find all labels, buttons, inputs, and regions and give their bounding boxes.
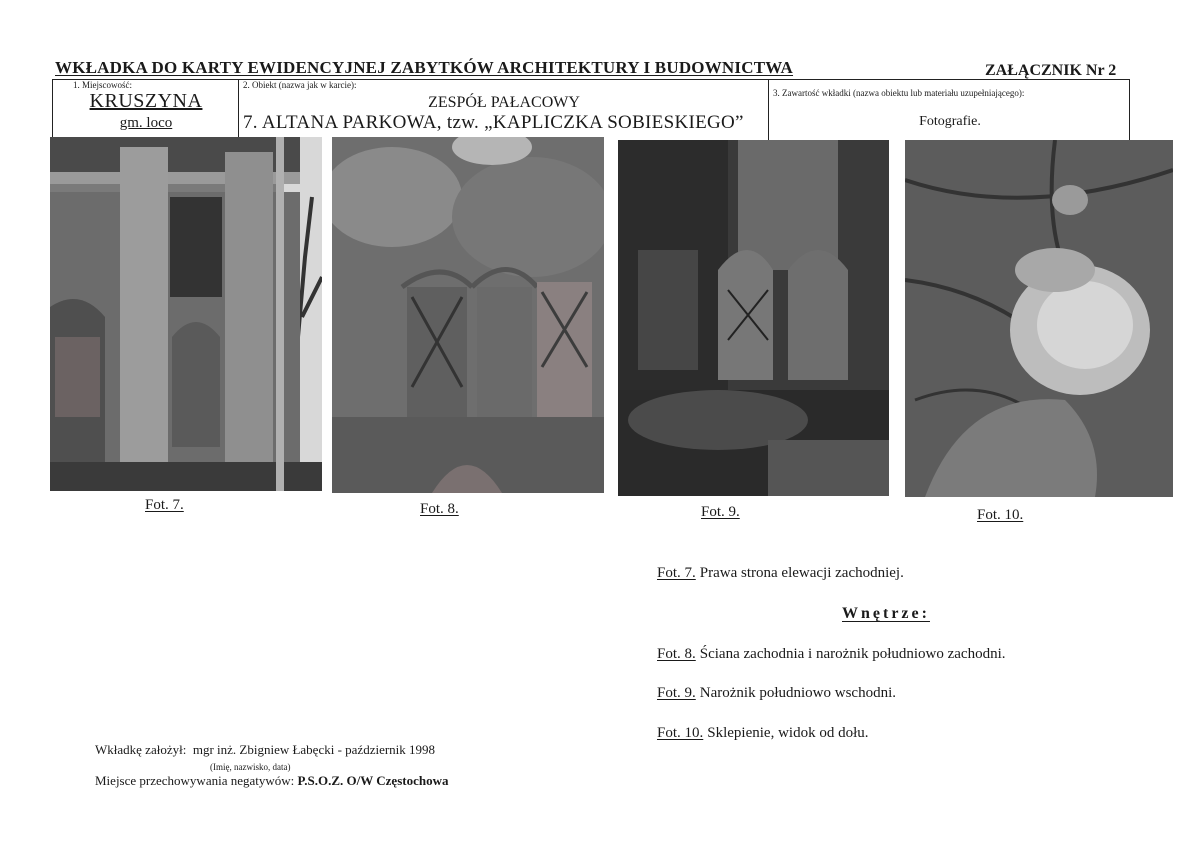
author-value: mgr inż. Zbigniew Łabęcki - październik 1998 xyxy=(192,742,436,757)
description-10-text: Sklepienie, widok od dołu. xyxy=(707,725,869,741)
author-note: (Imię, nazwisko, data) xyxy=(210,762,291,772)
description-10-ref: Fot. 10. xyxy=(657,725,704,741)
author-label: Wkładkę założył: xyxy=(95,742,187,757)
photo-10 xyxy=(905,140,1173,497)
place-cell xyxy=(53,80,239,141)
object-label: 2. Obiekt (nazwa jak w karcie): xyxy=(243,80,357,90)
photo-9 xyxy=(618,140,889,496)
photo-8 xyxy=(332,137,604,493)
description-7-text: Prawa strona elewacji zachodniej. xyxy=(699,565,904,581)
commune: gm. loco xyxy=(119,115,173,131)
attachment-number: ZAŁĄCZNIK Nr 2 xyxy=(985,62,1117,79)
storage-line xyxy=(95,773,448,789)
description-9-ref: Fot. 9. xyxy=(657,685,696,701)
description-8-text: Ściana zachodnia i narożnik południowo zachodni. xyxy=(699,646,1006,662)
object-sub: 7. ALTANA PARKOWA, tzw. „KAPLICZKA SOBIESKIEGO” xyxy=(243,112,744,133)
photo-7 xyxy=(50,137,322,491)
page-title: WKŁADKA DO KARTY EWIDENCYJNEJ ZABYTKÓW ARCHITEKTURY I BUDOWNICTWA xyxy=(55,58,794,77)
content-value: Fotografie. xyxy=(919,114,981,129)
description-7 xyxy=(657,565,904,582)
storage-value: P.S.O.Z. O/W Częstochowa xyxy=(297,773,449,788)
photo-8-caption: Fot. 8. xyxy=(420,501,459,517)
object-cell xyxy=(239,80,769,141)
object-main: ZESPÓŁ PAŁACOWY xyxy=(428,94,580,111)
photo-9-caption: Fot. 9. xyxy=(701,504,740,520)
place-name: KRUSZYNA xyxy=(89,90,203,112)
header-table xyxy=(52,79,1130,140)
content-cell xyxy=(769,80,1131,141)
author-line xyxy=(95,742,435,758)
content-label: 3. Zawartość wkładki (nazwa obiektu lub materiału uzupełniającego): xyxy=(773,88,1025,98)
description-7-ref: Fot. 7. xyxy=(657,565,696,581)
storage-label: Miejsce przechowywania negatywów: xyxy=(95,773,295,788)
description-8 xyxy=(657,646,1006,663)
description-8-ref: Fot. 8. xyxy=(657,646,696,662)
description-9 xyxy=(657,685,896,702)
interior-heading: Wnętrze: xyxy=(842,605,930,622)
description-10 xyxy=(657,725,869,742)
description-9-text: Narożnik południowo wschodni. xyxy=(699,685,896,701)
photo-7-caption: Fot. 7. xyxy=(145,497,184,513)
photo-10-caption: Fot. 10. xyxy=(977,507,1024,523)
place-label: 1. Miejscowość: xyxy=(73,80,132,90)
